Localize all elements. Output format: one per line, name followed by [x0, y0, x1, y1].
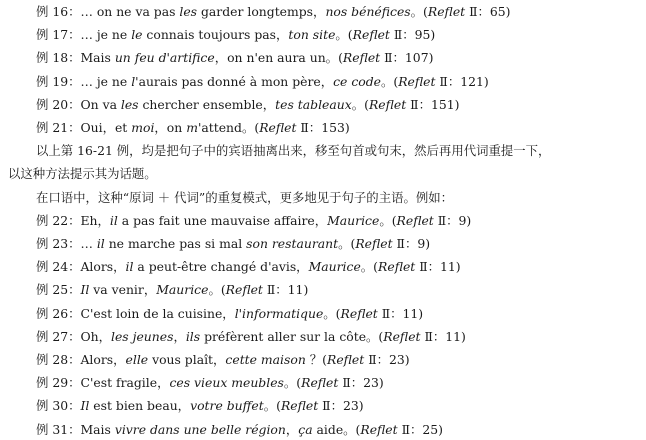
text-run: 例 19：… je ne	[36, 73, 132, 89]
text-run: a pas fait une mauvaise affaire，	[117, 212, 328, 228]
text-line	[36, 257, 461, 277]
italic-text: Reflet	[342, 50, 381, 66]
text-line	[36, 95, 459, 115]
text-run: a peut-être changé d'avis，	[133, 259, 309, 275]
text-line	[36, 234, 430, 254]
text-run: Ⅱ：11)	[377, 305, 424, 321]
text-run: 例 27：Oh，	[36, 328, 112, 344]
text-run: connais toujours pas，	[142, 27, 289, 43]
text-line	[36, 141, 550, 161]
text-run: Ⅱ：121)	[435, 73, 489, 89]
text-run: 。(	[323, 305, 341, 321]
italic-text: Reflet	[355, 236, 393, 251]
italic-text: les	[179, 4, 198, 19]
italic-text: il	[109, 212, 118, 228]
paragraph-continuation-line	[8, 164, 157, 184]
italic-text: votre buffet	[190, 398, 264, 414]
text-run: attend。(	[201, 120, 260, 135]
text-run: aurais pas donné à mon père，	[138, 73, 334, 89]
text-run: 例 21：Oui，et	[36, 120, 132, 135]
italic-text: moi	[131, 120, 155, 135]
text-line	[36, 420, 443, 440]
text-run: garder longtemps，	[197, 4, 326, 19]
italic-text: Reflet	[259, 120, 297, 135]
italic-text: Maurice	[327, 212, 380, 228]
text-run: ，on n'en aura un。(	[214, 50, 343, 66]
text-run: 。(	[410, 4, 428, 19]
italic-text: Maurice	[156, 282, 209, 298]
text-line	[36, 188, 453, 208]
italic-text: Reflet	[352, 27, 390, 43]
text-line	[36, 304, 423, 324]
text-run: Ⅱ：153)	[296, 120, 350, 135]
italic-text: m'	[186, 120, 202, 135]
text-run: Ⅱ：11)	[262, 282, 309, 298]
text-run: 。(	[380, 73, 399, 89]
text-run: 。(	[351, 96, 369, 112]
italic-text: Reflet	[398, 73, 436, 89]
text-run: Ⅱ：11)	[420, 328, 466, 344]
text-run: est bien beau，	[89, 398, 191, 414]
italic-text: ils	[185, 328, 201, 344]
italic-text: Reflet	[340, 305, 378, 321]
italic-text: il	[125, 259, 134, 275]
text-run: 例 26：C'est loin de la cuisine，	[36, 305, 235, 321]
text-line	[36, 118, 350, 138]
italic-text: l'	[131, 73, 139, 89]
italic-text: un feu d'artifice	[114, 50, 215, 66]
italic-text: tes tableaux	[275, 96, 352, 112]
text-run: 。(	[338, 236, 356, 251]
text-run: Ⅱ：11)	[415, 259, 461, 275]
text-run: 以这种方法提示其为话题。	[8, 166, 157, 182]
text-run: Ⅱ：23)	[338, 375, 384, 391]
text-line	[36, 2, 511, 22]
text-run: 例 18：Mais	[36, 50, 115, 66]
italic-text: Maurice	[308, 259, 361, 275]
italic-text: les	[120, 96, 139, 112]
text-run: Ⅱ：23)	[318, 398, 364, 414]
text-line	[36, 25, 435, 45]
text-run: Ⅱ：9)	[392, 236, 431, 251]
text-run: 。(	[263, 398, 281, 414]
italic-text: elle	[125, 352, 149, 367]
text-run: 。(	[360, 259, 379, 275]
text-line	[36, 350, 410, 370]
text-line	[36, 396, 364, 416]
text-run: 例 23：…	[36, 236, 97, 251]
text-run: 例 28：Alors，	[36, 352, 126, 367]
text-line	[36, 280, 308, 300]
text-run: Ⅱ：107)	[380, 50, 434, 66]
text-run: ，	[173, 328, 186, 344]
italic-text: Il	[80, 398, 90, 414]
italic-text: les jeunes	[111, 328, 174, 344]
text-run: Ⅱ：65)	[465, 4, 511, 19]
italic-text: Reflet	[360, 421, 398, 437]
text-run: préfèrent aller sur la côte。(	[200, 328, 384, 344]
italic-text: cette maison	[225, 352, 306, 367]
text-run: 以上第 16-21 例，均是把句子中的宾语抽离出来，移至句首或句末，然后再用代词重提一下，	[36, 143, 551, 159]
italic-text: Reflet	[396, 212, 434, 228]
text-run: 例 31：Mais	[36, 421, 115, 437]
italic-text: nos bénéfices	[325, 4, 411, 19]
text-run: Ⅱ：151)	[406, 96, 460, 112]
text-run: 。(	[208, 282, 226, 298]
text-run: 。(	[379, 212, 397, 228]
italic-text: Reflet	[225, 282, 263, 298]
text-line	[36, 327, 466, 347]
text-run: chercher ensemble，	[138, 96, 276, 112]
text-run: 例 25：	[36, 282, 81, 298]
text-line	[36, 48, 433, 68]
text-line	[36, 373, 384, 393]
italic-text: vivre dans une belle région	[114, 421, 286, 437]
text-run: vous plaît，	[148, 352, 226, 367]
text-run: 。(	[283, 375, 302, 391]
text-run: ne marche pas si mal	[104, 236, 247, 251]
italic-text: l'informatique	[234, 305, 324, 321]
text-run: ？(	[305, 352, 327, 367]
text-run: 例 20：On va	[36, 96, 121, 112]
italic-text: Reflet	[301, 375, 339, 391]
text-line	[36, 72, 489, 92]
text-run: 例 29：C'est fragile，	[36, 375, 170, 391]
italic-text: Reflet	[383, 328, 421, 344]
text-run: 例 30：	[36, 398, 81, 414]
italic-text: Reflet	[368, 96, 407, 112]
text-run: ，	[285, 421, 299, 437]
italic-text: il	[96, 236, 105, 251]
text-run: Ⅱ：23)	[364, 352, 410, 367]
text-run: Ⅱ：9)	[433, 212, 472, 228]
italic-text: son restaurant	[246, 236, 339, 251]
text-run: 例 17：… je ne	[36, 27, 132, 43]
italic-text: Reflet	[280, 398, 319, 414]
italic-text: Il	[80, 282, 90, 298]
italic-text: ce code	[333, 73, 381, 89]
italic-text: Reflet	[427, 4, 466, 19]
text-line	[36, 211, 471, 231]
text-run: 在口语中，这种“原词 ＋ 代词”的重复模式，更多地见于句子的主语。例如：	[36, 189, 454, 205]
italic-text: ton site	[288, 27, 336, 43]
italic-text: Reflet	[378, 259, 416, 275]
italic-text: ces vieux meubles	[169, 375, 284, 391]
text-run: va venir，	[89, 282, 157, 298]
italic-text: le	[131, 27, 143, 43]
text-run: aide。(	[312, 421, 361, 437]
text-run: ，on	[154, 120, 187, 135]
text-run: Ⅱ：25)	[397, 421, 443, 437]
italic-text: ça	[298, 421, 313, 437]
text-run: 例 24：Alors，	[36, 259, 126, 275]
text-run: 例 16：… on ne va pas	[36, 4, 180, 19]
text-run: 例 22：Eh，	[36, 212, 110, 228]
italic-text: Reflet	[327, 352, 365, 367]
text-run: Ⅱ：95)	[389, 27, 436, 43]
text-run: 。(	[335, 27, 353, 43]
